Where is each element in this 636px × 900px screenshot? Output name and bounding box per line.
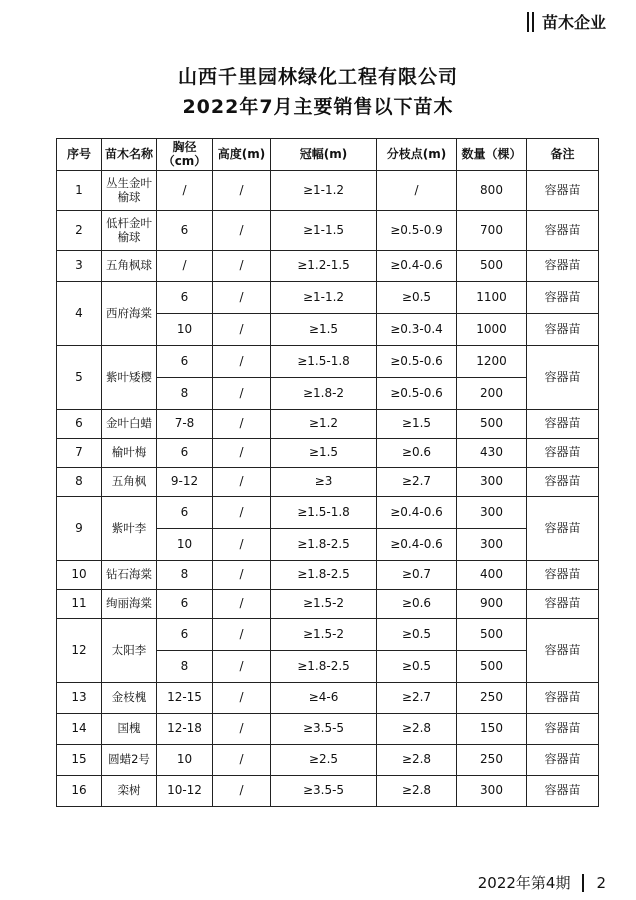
note-cell: 容器苗: [527, 619, 599, 683]
row-number: 1: [57, 171, 102, 211]
row-number: 5: [57, 346, 102, 410]
table-row: [57, 439, 599, 468]
height-cell: /: [213, 497, 271, 529]
row-number: 12: [57, 619, 102, 683]
header-bars-icon: [527, 12, 534, 32]
quantity-cell: 900: [457, 590, 527, 619]
row-number: 15: [57, 745, 102, 776]
table-row: [57, 561, 599, 590]
row-number: 16: [57, 776, 102, 807]
table-row: [57, 714, 599, 745]
column-header: 高度(m): [213, 139, 271, 171]
row-number: 14: [57, 714, 102, 745]
height-cell: /: [213, 439, 271, 468]
crown-cell: ≥3: [271, 468, 377, 497]
table-row: [57, 497, 599, 529]
table-row: [57, 776, 599, 807]
note-cell: 容器苗: [527, 561, 599, 590]
row-number: 7: [57, 439, 102, 468]
table-row: [57, 211, 599, 251]
branch-point-cell: ≥0.4-0.6: [377, 497, 457, 529]
diameter-cell: 10-12: [157, 776, 213, 807]
table-row: [57, 619, 599, 651]
diameter-cell: 10: [157, 745, 213, 776]
crown-cell: ≥3.5-5: [271, 776, 377, 807]
note-cell: 容器苗: [527, 439, 599, 468]
page-number: 2: [596, 873, 606, 892]
diameter-cell: 10: [157, 529, 213, 561]
branch-point-cell: ≥0.7: [377, 561, 457, 590]
quantity-cell: 500: [457, 251, 527, 282]
diameter-cell: 9-12: [157, 468, 213, 497]
height-cell: /: [213, 314, 271, 346]
column-header: 胸径（cm）: [157, 139, 213, 171]
height-cell: /: [213, 619, 271, 651]
plant-name: 紫叶李: [102, 497, 157, 561]
row-number: 9: [57, 497, 102, 561]
column-header: 分枝点(m): [377, 139, 457, 171]
quantity-cell: 500: [457, 651, 527, 683]
crown-cell: ≥1.5: [271, 439, 377, 468]
note-cell: 容器苗: [527, 683, 599, 714]
row-number: 11: [57, 590, 102, 619]
height-cell: /: [213, 683, 271, 714]
height-cell: /: [213, 776, 271, 807]
quantity-cell: 150: [457, 714, 527, 745]
table-row: [57, 171, 599, 211]
note-cell: 容器苗: [527, 714, 599, 745]
branch-point-cell: ≥0.5-0.9: [377, 211, 457, 251]
branch-point-cell: ≥0.5: [377, 619, 457, 651]
quantity-cell: 500: [457, 410, 527, 439]
column-header: 苗木名称: [102, 139, 157, 171]
height-cell: /: [213, 410, 271, 439]
note-cell: 容器苗: [527, 282, 599, 314]
branch-point-cell: ≥0.5-0.6: [377, 346, 457, 378]
column-header: 数量（棵）: [457, 139, 527, 171]
diameter-cell: 8: [157, 561, 213, 590]
page-footer: [478, 872, 606, 893]
note-cell: 容器苗: [527, 745, 599, 776]
table-row: [57, 346, 599, 378]
branch-point-cell: ≥2.8: [377, 745, 457, 776]
row-number: 6: [57, 410, 102, 439]
note-cell: 容器苗: [527, 251, 599, 282]
branch-point-cell: ≥2.8: [377, 776, 457, 807]
note-cell: 容器苗: [527, 211, 599, 251]
height-cell: /: [213, 745, 271, 776]
note-cell: 容器苗: [527, 776, 599, 807]
column-header: 冠幅(m): [271, 139, 377, 171]
row-number: 10: [57, 561, 102, 590]
diameter-cell: 12-18: [157, 714, 213, 745]
plant-name: 金枝槐: [102, 683, 157, 714]
row-number: 3: [57, 251, 102, 282]
nursery-stock-table: [56, 138, 599, 807]
diameter-cell: /: [157, 251, 213, 282]
table-row: [57, 590, 599, 619]
crown-cell: ≥1.5-2: [271, 619, 377, 651]
note-cell: 容器苗: [527, 314, 599, 346]
crown-cell: ≥1.5-2: [271, 590, 377, 619]
diameter-cell: 6: [157, 590, 213, 619]
quantity-cell: 1200: [457, 346, 527, 378]
diameter-cell: 12-15: [157, 683, 213, 714]
plant-name: 钻石海棠: [102, 561, 157, 590]
crown-cell: ≥4-6: [271, 683, 377, 714]
height-cell: /: [213, 378, 271, 410]
table-row: [57, 683, 599, 714]
row-number: 13: [57, 683, 102, 714]
branch-point-cell: ≥0.5-0.6: [377, 378, 457, 410]
height-cell: /: [213, 529, 271, 561]
row-number: 2: [57, 211, 102, 251]
issue-label: 2022年第4期: [477, 874, 571, 892]
column-header: 备注: [527, 139, 599, 171]
quantity-cell: 500: [457, 619, 527, 651]
quantity-cell: 300: [457, 529, 527, 561]
diameter-cell: 6: [157, 497, 213, 529]
row-number: 8: [57, 468, 102, 497]
diameter-cell: 6: [157, 439, 213, 468]
column-header: 序号: [57, 139, 102, 171]
crown-cell: ≥1.2: [271, 410, 377, 439]
crown-cell: ≥1-1.2: [271, 282, 377, 314]
plant-name: 五角枫球: [102, 251, 157, 282]
height-cell: /: [213, 714, 271, 745]
plant-name: 五角枫: [102, 468, 157, 497]
crown-cell: ≥1.8-2: [271, 378, 377, 410]
quantity-cell: 400: [457, 561, 527, 590]
document-subtitle: 2022年7月主要销售以下苗木: [182, 96, 454, 118]
diameter-cell: 6: [157, 619, 213, 651]
diameter-cell: 8: [157, 651, 213, 683]
note-cell: 容器苗: [527, 346, 599, 410]
quantity-cell: 300: [457, 776, 527, 807]
plant-name: 圆蜡2号: [102, 745, 157, 776]
diameter-cell: 7-8: [157, 410, 213, 439]
height-cell: /: [213, 171, 271, 211]
plant-name: 太阳李: [102, 619, 157, 683]
crown-cell: ≥1.5-1.8: [271, 346, 377, 378]
quantity-cell: 300: [457, 497, 527, 529]
branch-point-cell: ≥0.6: [377, 439, 457, 468]
quantity-cell: 200: [457, 378, 527, 410]
plant-name: 国槐: [102, 714, 157, 745]
plant-name: 榆叶梅: [102, 439, 157, 468]
branch-point-cell: /: [377, 171, 457, 211]
note-cell: 容器苗: [527, 410, 599, 439]
quantity-cell: 430: [457, 439, 527, 468]
plant-name: 低杆金叶榆球: [102, 211, 157, 251]
branch-point-cell: ≥0.5: [377, 282, 457, 314]
diameter-cell: 6: [157, 211, 213, 251]
note-cell: 容器苗: [527, 171, 599, 211]
table-row: [57, 251, 599, 282]
table-row: [57, 745, 599, 776]
quantity-cell: 1100: [457, 282, 527, 314]
table-row: [57, 282, 599, 314]
quantity-cell: 250: [457, 745, 527, 776]
height-cell: /: [213, 211, 271, 251]
section-label: 苗木企业: [541, 13, 606, 32]
branch-point-cell: ≥0.5: [377, 651, 457, 683]
height-cell: /: [213, 561, 271, 590]
diameter-cell: 10: [157, 314, 213, 346]
branch-point-cell: ≥0.3-0.4: [377, 314, 457, 346]
height-cell: /: [213, 468, 271, 497]
branch-point-cell: ≥2.8: [377, 714, 457, 745]
crown-cell: ≥3.5-5: [271, 714, 377, 745]
branch-point-cell: ≥0.6: [377, 590, 457, 619]
plant-name: 绚丽海棠: [102, 590, 157, 619]
crown-cell: ≥1.2-1.5: [271, 251, 377, 282]
footer-divider: [582, 874, 584, 892]
diameter-cell: 6: [157, 282, 213, 314]
quantity-cell: 250: [457, 683, 527, 714]
crown-cell: ≥1.8-2.5: [271, 651, 377, 683]
quantity-cell: 700: [457, 211, 527, 251]
crown-cell: ≥2.5: [271, 745, 377, 776]
crown-cell: ≥1.5: [271, 314, 377, 346]
plant-name: 丛生金叶榆球: [102, 171, 157, 211]
branch-point-cell: ≥2.7: [377, 468, 457, 497]
height-cell: /: [213, 590, 271, 619]
quantity-cell: 800: [457, 171, 527, 211]
plant-name: 紫叶矮樱: [102, 346, 157, 410]
plant-name: 金叶白蜡: [102, 410, 157, 439]
height-cell: /: [213, 346, 271, 378]
plant-name: 西府海棠: [102, 282, 157, 346]
height-cell: /: [213, 651, 271, 683]
note-cell: 容器苗: [527, 590, 599, 619]
branch-point-cell: ≥1.5: [377, 410, 457, 439]
note-cell: 容器苗: [527, 497, 599, 561]
note-cell: 容器苗: [527, 468, 599, 497]
crown-cell: ≥1-1.2: [271, 171, 377, 211]
height-cell: /: [213, 282, 271, 314]
diameter-cell: 6: [157, 346, 213, 378]
quantity-cell: 300: [457, 468, 527, 497]
row-number: 4: [57, 282, 102, 346]
branch-point-cell: ≥2.7: [377, 683, 457, 714]
company-title: 山西千里园林绿化工程有限公司: [177, 66, 458, 88]
crown-cell: ≥1.8-2.5: [271, 529, 377, 561]
crown-cell: ≥1.5-1.8: [271, 497, 377, 529]
section-header: [527, 10, 606, 33]
plant-name: 栾树: [102, 776, 157, 807]
crown-cell: ≥1.8-2.5: [271, 561, 377, 590]
branch-point-cell: ≥0.4-0.6: [377, 529, 457, 561]
diameter-cell: 8: [157, 378, 213, 410]
crown-cell: ≥1-1.5: [271, 211, 377, 251]
table-row: [57, 410, 599, 439]
table-header-row: [57, 139, 599, 171]
branch-point-cell: ≥0.4-0.6: [377, 251, 457, 282]
height-cell: /: [213, 251, 271, 282]
table-row: [57, 468, 599, 497]
diameter-cell: /: [157, 171, 213, 211]
quantity-cell: 1000: [457, 314, 527, 346]
